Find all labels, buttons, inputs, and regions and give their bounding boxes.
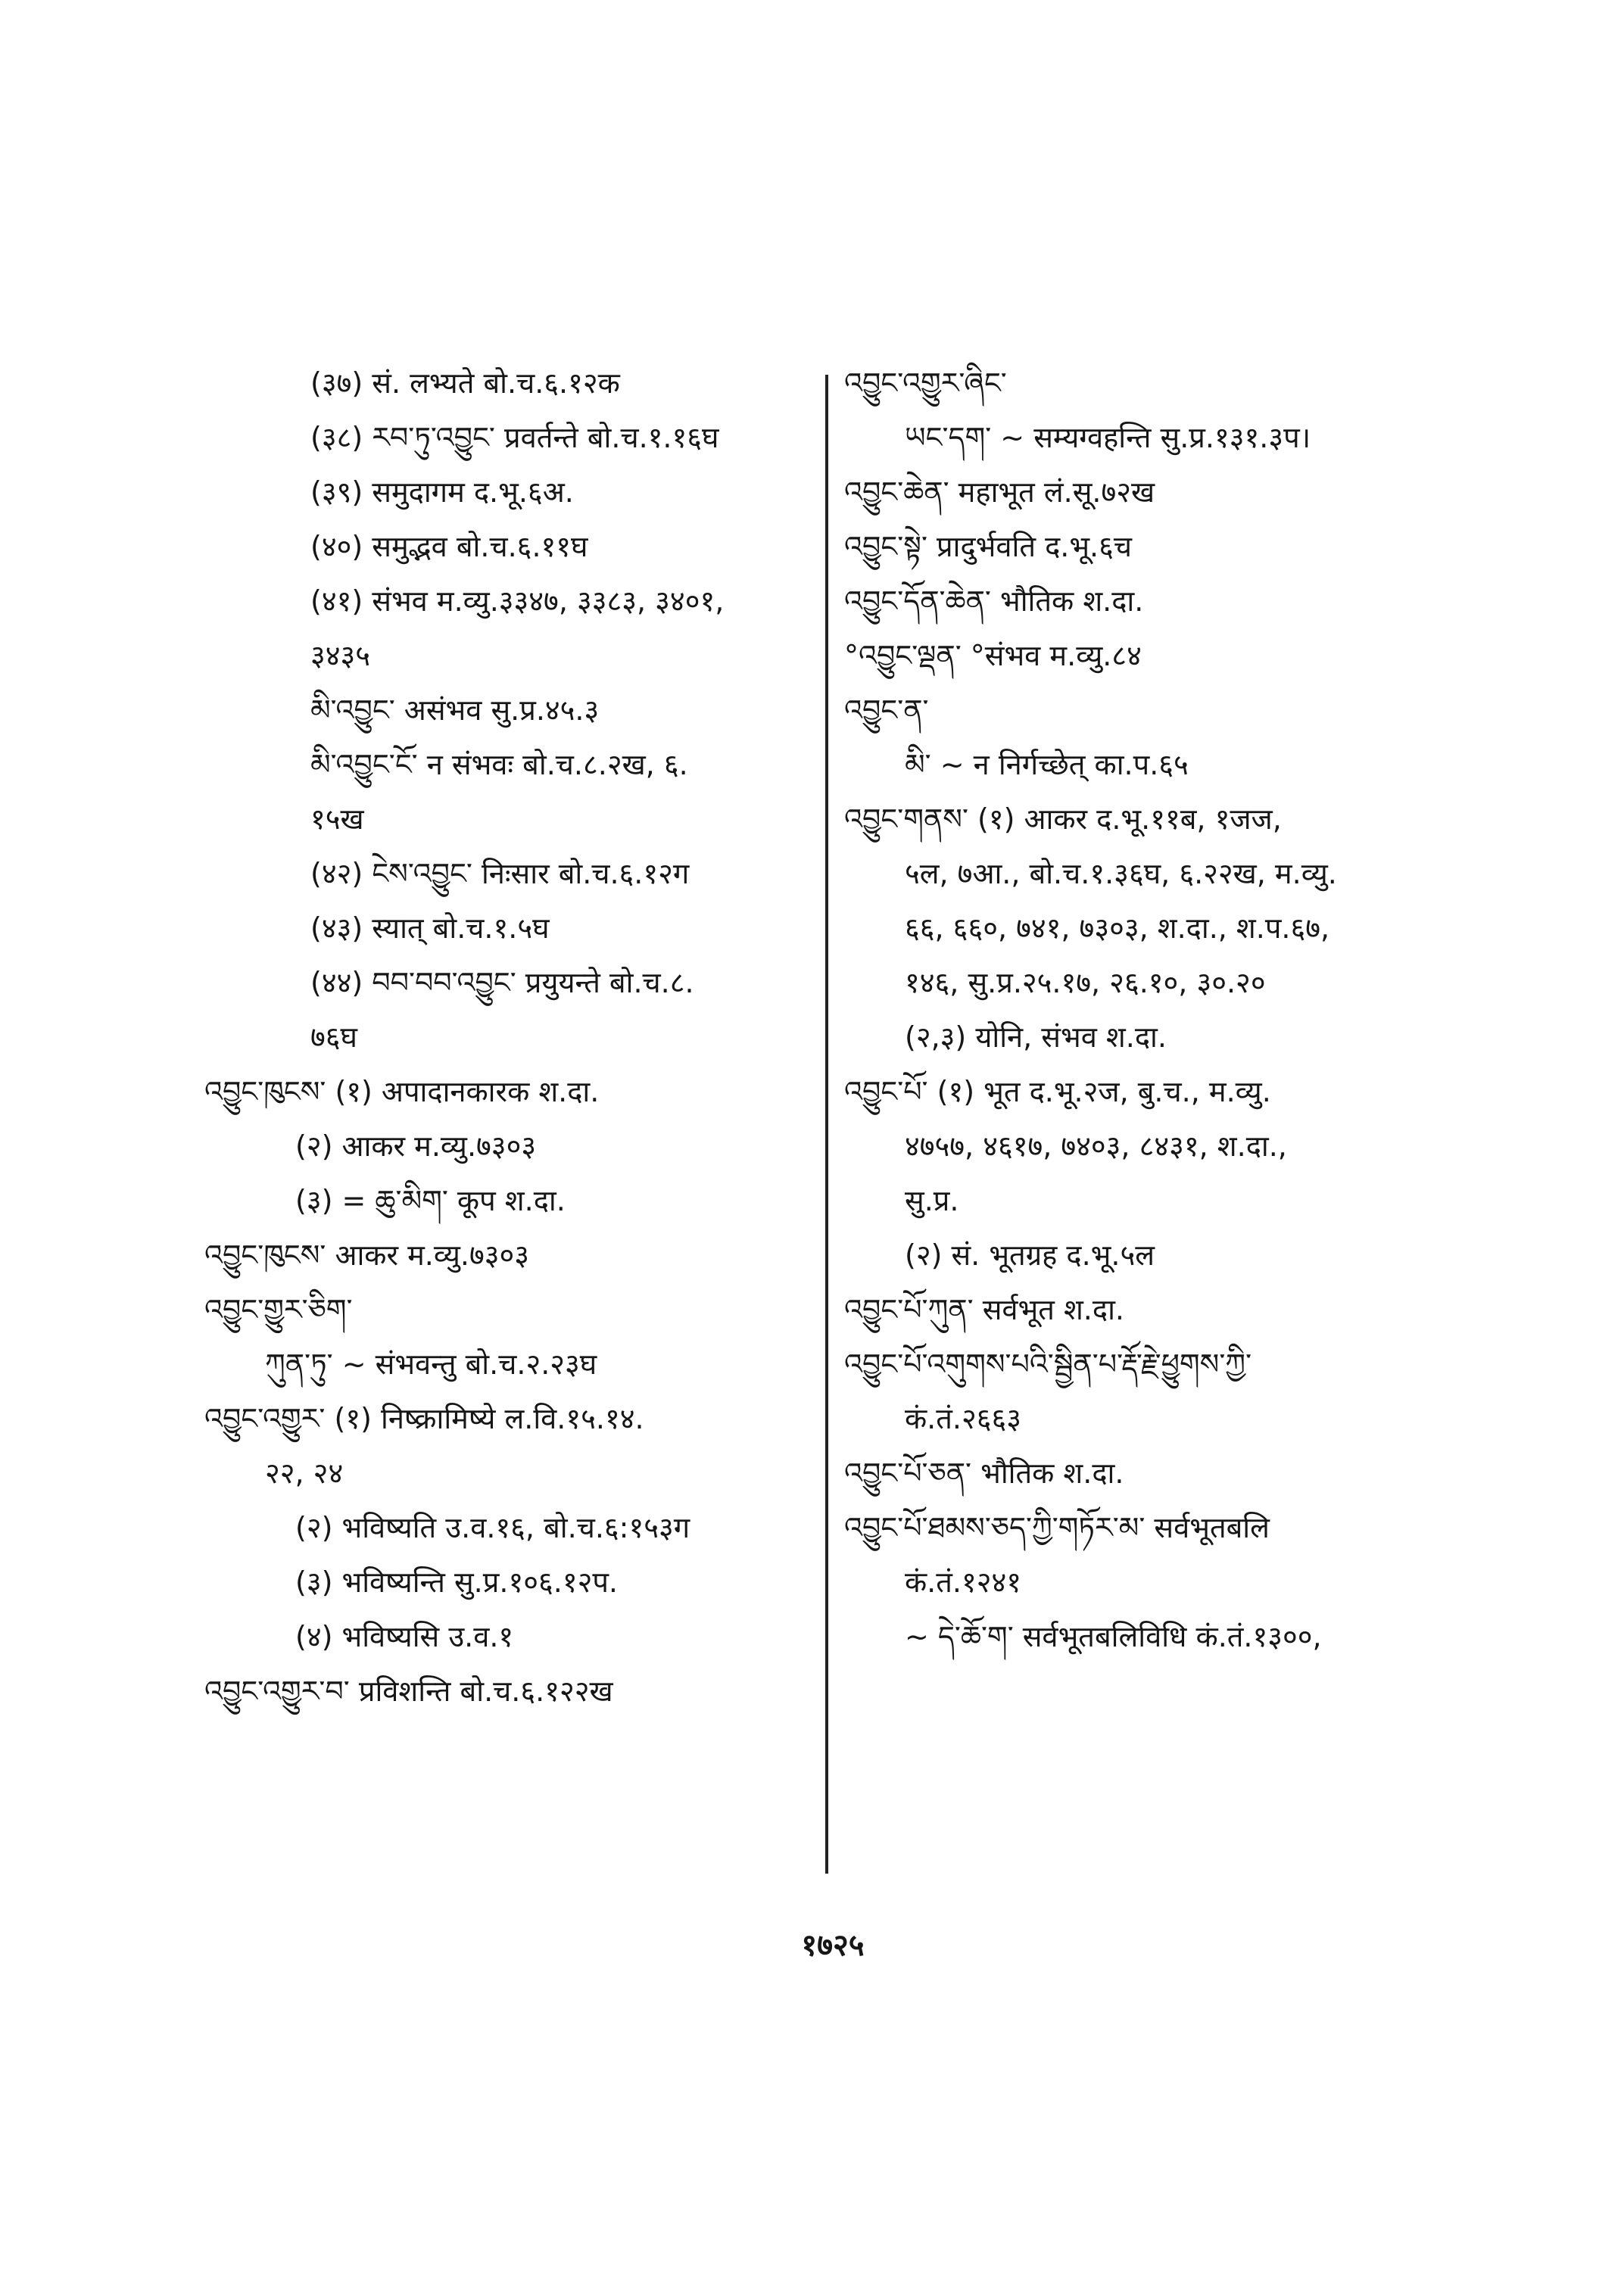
dictionary-entry-line: ४७५७, ४६१७, ७४०३, ८४३१, श.दा., <box>905 1129 1287 1163</box>
dictionary-entry-line: འབྱུང་པོ་ཐམས་ཅད་ཀྱི་གཏོར་མ་ सर्वभूतबलि <box>844 1511 1270 1544</box>
dictionary-entry-line: མི་འབྱུང་ངོ་ न संभवः बो.च.८.२ख, ६. <box>310 748 688 781</box>
left-column <box>204 356 803 1718</box>
dictionary-entry-line: (४०) समुद्भव बो.च.६.११घ <box>310 530 588 563</box>
dictionary-entry-line: १४६, सु.प्र.२५.१७, २६.१०, ३०.२० <box>905 966 1266 999</box>
dictionary-entry-line: འབྱུང་སྟེ་ प्रादुर्भवति द.भू.६च <box>844 530 1133 563</box>
dictionary-entry-line: འབྱུང་གྱུར་ཅིག་ <box>204 1293 353 1326</box>
dictionary-entry-line: འབྱུང་གནས་ (१) आकर द.भू.११ब, १जज, <box>844 802 1282 836</box>
dictionary-entry-line: (३९) समुदागम द.भू.६अ. <box>310 475 574 509</box>
dictionary-entry-line: འབྱུང་པོ་ (१) भूत द.भू.२ज, बु.च., म.व्यु. <box>844 1075 1271 1108</box>
dictionary-entry-line: (२,३) योनि, संभव श.दा. <box>905 1020 1167 1054</box>
dictionary-entry-line: འབྱུང་ན་ <box>844 693 929 727</box>
dictionary-entry-line: འབྱུང་པོ་ཀུན་ सर्वभूत श.दा. <box>844 1293 1124 1326</box>
dictionary-entry-line: འབྱུང་པོ་འགུགས་པའི་སྦྱིན་པ་རྡོ་རྗེ་ཕྱུགས་ཀྱི་ <box>844 1347 1252 1381</box>
dictionary-entry-line: (४२) ངེས་འབྱུང་ निःसार बो.च.६.१२ग <box>310 857 690 890</box>
dictionary-entry-line: (४) भविष्यसि उ.व.१ <box>295 1620 514 1653</box>
dictionary-entry-line: २२, २४ <box>265 1456 344 1490</box>
dictionary-entry-line: ५ल, ७आ., बो.च.१.३६घ, ६.२२ख, म.व्यु. <box>905 857 1337 890</box>
dictionary-entry-line: འབྱུང་འགྱུར་ཞིང་ <box>844 366 1007 400</box>
dictionary-entry-line: འབྱུང་འགྱུར་བ་ प्रविशन्ति बो.च.६.१२२ख <box>204 1675 613 1708</box>
dictionary-entry-line: ཀུན་ཏུ་ ~ संभवन्तु बो.च.२.२३घ <box>265 1347 597 1381</box>
column-divider <box>825 375 828 1874</box>
dictionary-entry-line: (३) भविष्यन्ति सु.प्र.१०६.१२प. <box>295 1566 618 1599</box>
dictionary-entry-line: འབྱུང་འགྱུར་ (१) निष्क्रामिष्ये ल.वि.१५.१४. <box>204 1402 644 1435</box>
dictionary-entry-line: འབྱུང་པོ་ཅན་ भौतिक श.दा. <box>844 1456 1124 1490</box>
dictionary-entry-line: कं.तं.१२४१ <box>905 1566 1022 1599</box>
dictionary-entry-line: (४३) स्यात् बो.च.१.५घ <box>310 911 550 945</box>
dictionary-entry-line: ~ དེ་ཆོ་ག་ सर्वभूतबलिविधि कं.तं.१३००, <box>905 1620 1322 1653</box>
dictionary-entry-line: (३८) རབ་ཏུ་འབྱུང་ प्रवर्तन्ते बो.च.१.१६घ <box>310 421 719 454</box>
dictionary-entry-line: འབྱུང་དོན་ཆེན་ भौतिक श.दा. <box>844 584 1144 618</box>
dictionary-entry-line: ६६, ६६०, ७४१, ७३०३, श.दा., श.प.६७, <box>905 911 1330 945</box>
dictionary-entry-line: सु.प्र. <box>905 1184 959 1217</box>
dictionary-entry-line: (२) सं. भूतग्रह द.भू.५ल <box>905 1238 1155 1272</box>
dictionary-entry-line: °འབྱུང་ལྡན་ °संभव म.व्यु.८४ <box>844 639 1142 672</box>
dictionary-entry-line: (३७) सं. लभ्यते बो.च.६.१२क <box>310 366 620 400</box>
dictionary-entry-line: ३४३५ <box>310 639 371 672</box>
dictionary-entry-line: མི་ ~ न निर्गच्छेत् का.प.६५ <box>905 748 1189 781</box>
dictionary-entry-line: १५ख <box>310 802 364 836</box>
dictionary-entry-line: (४४) བབ་བབ་འབྱུང་ प्रयुयन्ते बो.च.८. <box>310 966 694 999</box>
dictionary-entry-line: कं.तं.२६६३ <box>905 1402 1022 1435</box>
dictionary-entry-line: མི་འབྱུང་ असंभव सु.प्र.४५.३ <box>310 693 600 727</box>
dictionary-entry-line: (२) भविष्यति उ.व.१६, बो.च.६:१५३ग <box>295 1511 690 1544</box>
dictionary-entry-line: འབྱུང་ཁུངས་ (१) अपादानकारक श.दा. <box>204 1075 600 1108</box>
dictionary-entry-line: ཡང་དག་ ~ सम्यग्वहन्ति सु.प्र.१३१.३प। <box>905 421 1311 454</box>
dictionary-entry-line: འབྱུང་ཆེན་ महाभूत लं.सू.७२ख <box>844 475 1155 509</box>
page-number: १७२५ <box>801 1928 865 1963</box>
right-column <box>844 356 1465 1664</box>
dictionary-entry-line: (४१) संभव म.व्यु.३३४७, ३३८३, ३४०१, <box>310 584 725 618</box>
dictionary-entry-line: ७६घ <box>310 1020 357 1054</box>
dictionary-entry-line: (३) = ཆུ་མིག་ कूप श.दा. <box>295 1184 566 1217</box>
dictionary-entry-line: (२) आकर म.व्यु.७३०३ <box>295 1129 537 1163</box>
dictionary-entry-line: འབྱུང་ཁུངས་ आकर म.व्यु.७३०३ <box>204 1238 530 1272</box>
